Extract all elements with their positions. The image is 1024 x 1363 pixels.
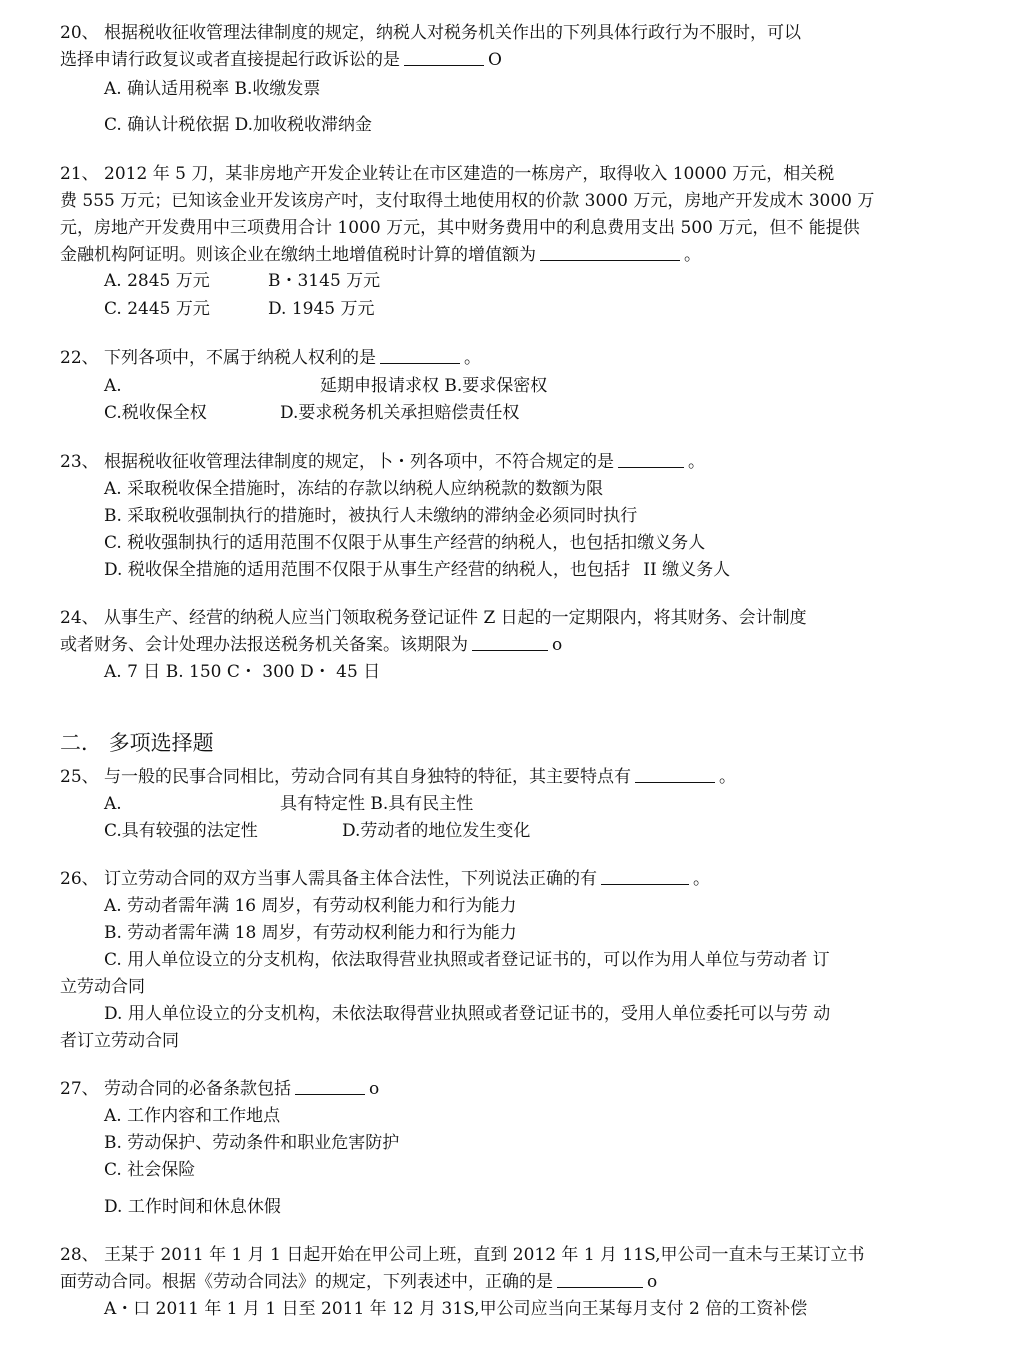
- q26-stem: 26、 订立劳动合同的双方当事人需具备主体合法性，下列说法正确的有: [60, 869, 598, 889]
- q22-line-1: [60, 345, 481, 372]
- q25-option-a-letter: A.: [104, 794, 122, 814]
- q27-line-1: [60, 1076, 379, 1103]
- q23-stem-end: 。: [688, 452, 706, 472]
- q22-option-a-letter: A.: [104, 376, 122, 396]
- q22-option-ab: 延期申报请求权 B.要求保密权: [320, 376, 548, 396]
- q28-line-1: 28、 王某于 2011 年 1 月 1 日起开始在甲公司上班，直到 2012 年 1 月 11S,甲公司一直未与王某订立书: [60, 1245, 865, 1265]
- q24-options: A. 7 日 B. 150 C・ 300 D・ 45 日: [104, 662, 381, 682]
- q26-stem-end: 。: [693, 869, 711, 889]
- answer-blank: [404, 49, 484, 66]
- q26-option-c: C. 用人单位设立的分支机构，依法取得营业执照或者登记证书的，可以作为用人单位与劳动者 订: [104, 950, 830, 970]
- q21-line-2: 费 555 万元；已知该金业开发该房产吋，支付取得土地使用权的价款 3000 万元，房地产开发成木 3000 万: [60, 191, 875, 211]
- q26-line-1: [60, 866, 710, 893]
- q27-option-d: D. 工作时间和休息休假: [104, 1197, 281, 1217]
- q27-option-a: A. 工作内容和工作地点: [104, 1106, 281, 1126]
- q26-option-c-continued: 立劳动合同: [60, 977, 145, 997]
- answer-blank: [380, 347, 460, 364]
- answer-blank: [472, 634, 548, 651]
- q28-stem: 面劳动合同。根据《劳动合同法》的规定，下列表述中，正确的是: [60, 1272, 553, 1292]
- q25-option-d: D.劳动者的地位发生变化: [342, 821, 531, 841]
- q21-stem-end: 。: [684, 245, 701, 265]
- answer-blank: [618, 451, 684, 468]
- q21-stem: 金融机构阿证明。则该企业在缴纳土地增值税时计算的增值额为: [60, 245, 536, 265]
- q24-stem-end: o: [552, 635, 563, 655]
- q22-stem: 22、 下列各项中，不属于纳税人权利的是: [60, 348, 377, 368]
- q21-option-a: A. 2845 万元: [104, 271, 210, 291]
- q27-option-b: B. 劳动保护、劳动条件和职业危害防护: [104, 1133, 400, 1153]
- answer-blank: [635, 766, 715, 783]
- q27-option-c: C. 社会保险: [104, 1160, 196, 1180]
- q20-line-2: [60, 47, 502, 74]
- section-heading-multiple-choice: 二． 多项选择题: [60, 731, 214, 755]
- q22-stem-end: 。: [464, 348, 482, 368]
- q20-option-ab: A. 确认适用税率 B.收缴发票: [104, 79, 321, 99]
- answer-blank: [295, 1078, 365, 1095]
- q20-line-1: 20、 根据税收征收管理法律制度的规定，纳税人对税务机关作出的下列具体行政行为不服时，可以: [60, 23, 802, 43]
- answer-blank: [557, 1271, 643, 1288]
- q24-line-2: [60, 632, 562, 659]
- q26-option-b: B. 劳动者需年满 18 周岁，有劳动权利能力和行为能力: [104, 923, 517, 943]
- q21-line-4: [60, 242, 701, 269]
- answer-blank: [540, 244, 680, 261]
- q21-option-d: D. 1945 万元: [268, 299, 375, 319]
- q21-option-c: C. 2445 万元: [104, 299, 210, 319]
- q23-line-1: [60, 449, 705, 476]
- q24-stem: 或者财务、会计处理办法报送税务机关备案。该期限为: [60, 635, 468, 655]
- q26-option-a: A. 劳动者需年满 16 周岁，有劳动权利能力和行为能力: [104, 896, 517, 916]
- answer-blank: [601, 868, 689, 885]
- q23-option-c: C. 税收强制执行的适用范围不仅限于从事生产经营的纳税人，也包括扣缴义务人: [104, 533, 706, 553]
- q28-option-a: A・口 2011 年 1 月 1 日至 2011 年 12 月 31S,甲公司应当向王某每月支付 2 倍的工资补偿: [104, 1299, 808, 1319]
- q28-line-2: [60, 1269, 657, 1296]
- q25-stem: 25、 与一般的民事合同相比，劳动合同有其自身独特的特征，其主要特点有: [60, 767, 632, 787]
- q20-option-cd: C. 确认计税依据 D.加收税收滞纳金: [104, 115, 373, 135]
- q23-stem: 23、 根据税收征收管理法律制度的规定，卜・列各项中，不符合规定的是: [60, 452, 615, 472]
- q27-stem-end: o: [369, 1079, 380, 1099]
- q21-option-b: B・3145 万元: [268, 271, 381, 291]
- q20-stem: 选择申请行政复议或者直接提起行政诉讼的是: [60, 50, 400, 70]
- q23-option-a: A. 采取税收保全措施时，冻结的存款以纳税人应纳税款的数额为限: [104, 479, 604, 499]
- q21-line-3: 元，房地产开发费用中三项费用合计 1000 万元，其中财务费用中的利息费用支出 500 万元，但不 能提供: [60, 218, 860, 238]
- q25-stem-end: 。: [719, 767, 737, 787]
- q23-option-b: B. 采取税收强制执行的措施时，被执行人未缴纳的滞纳金必须同时执行: [104, 506, 638, 526]
- q26-option-d-continued: 者订立劳动合同: [60, 1031, 179, 1051]
- q22-option-d: D.要求税务机关承担赔偿责任权: [280, 403, 520, 423]
- q25-line-1: [60, 764, 736, 791]
- q27-stem: 27、 劳动合同的必备条款包括: [60, 1079, 292, 1099]
- q24-line-1: 24、 从事生产、经营的纳税人应当门领取税务登记证件 Z 日起的一定期限内，将其财务、会计制度: [60, 608, 807, 628]
- q23-option-d: D. 税收保全措施的适用范围不仅限于从事生产经营的纳税人，也包括扌 II 缴义务人: [104, 560, 731, 580]
- q22-option-c: C.税收保全权: [104, 403, 207, 423]
- q20-stem-end: O: [488, 50, 502, 70]
- q28-stem-end: o: [647, 1272, 658, 1292]
- q21-line-1: 21、 2012 年 5 刀，某非房地产开发企业转让在市区建造的一栋房产，取得收入 10000 万元，相关税: [60, 164, 835, 184]
- q25-option-c: C.具有较强的法定性: [104, 821, 258, 841]
- q26-option-d: D. 用人单位设立的分支机构，未依法取得营业执照或者登记证书的，受用人单位委托可以与劳 动: [104, 1004, 831, 1024]
- q25-option-ab: 具有特定性 B.具有民主性: [280, 794, 474, 814]
